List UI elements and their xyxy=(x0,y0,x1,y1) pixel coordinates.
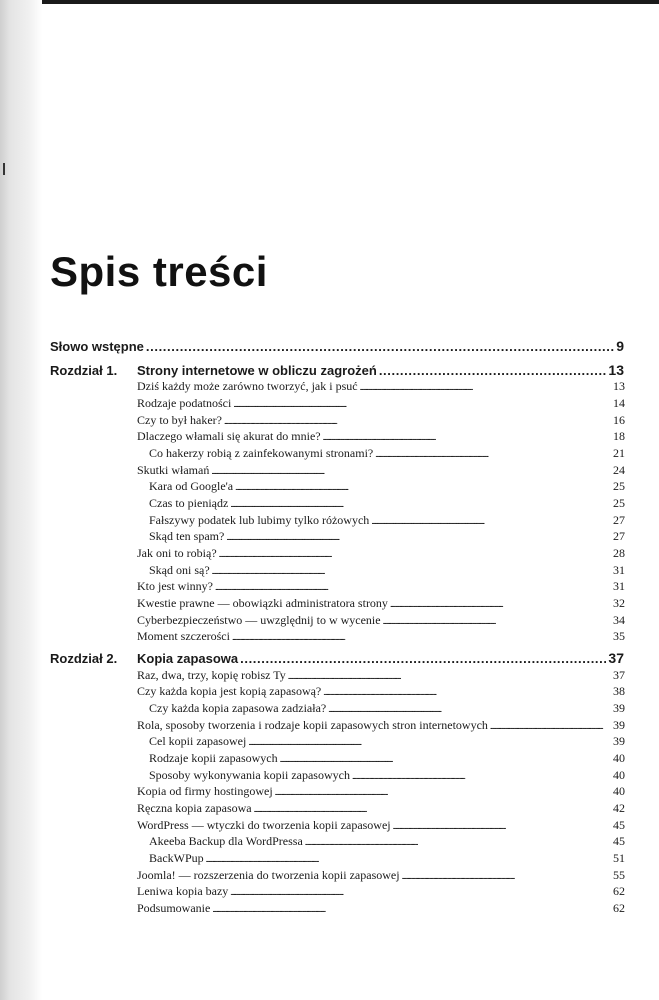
dot-leader xyxy=(352,771,611,781)
dot-leader xyxy=(248,737,611,747)
toc-entry-title: Skutki włamań xyxy=(137,463,210,477)
toc-entry xyxy=(137,868,625,883)
toc-entry-page: 39 xyxy=(613,734,625,748)
toc-entry-page: 40 xyxy=(613,751,625,765)
toc-entry-page: 31 xyxy=(613,579,625,593)
toc-subentry xyxy=(149,701,625,716)
toc-subentry xyxy=(149,734,625,749)
toc-entry-title: Moment szczerości xyxy=(137,629,230,643)
dot-leader xyxy=(232,632,611,642)
toc-entry-title: Cyberbezpieczeństwo — uwzględnij to w wycenie xyxy=(137,613,381,627)
dot-leader xyxy=(206,854,611,864)
toc-entry xyxy=(137,396,625,411)
toc-entry-title: Cel kopii zapasowej xyxy=(149,734,247,748)
toc-entry-title: Dlaczego włamali się akurat do mnie? xyxy=(137,429,321,443)
toc-entry-page: 14 xyxy=(613,396,625,410)
dot-leader xyxy=(219,549,611,559)
toc-entry-page: 21 xyxy=(613,446,625,460)
toc-chapter-1 xyxy=(50,362,624,378)
dot-leader xyxy=(233,399,611,409)
toc-entry xyxy=(137,801,625,816)
dot-leader xyxy=(371,516,611,526)
dot-leader xyxy=(230,499,611,509)
dot-leader xyxy=(230,887,611,897)
toc-entry-page: 51 xyxy=(613,851,625,865)
toc-subentry xyxy=(149,851,625,866)
toc-subentry xyxy=(149,751,625,766)
toc-foreword-title: Słowo wstępne xyxy=(50,339,144,354)
toc-entry-page: 38 xyxy=(613,684,625,698)
dot-leader xyxy=(275,787,611,797)
toc-entry-page: 24 xyxy=(613,463,625,477)
dot-leader xyxy=(280,754,611,764)
dot-leader xyxy=(224,416,611,426)
dot-leader xyxy=(375,449,611,459)
dot-leader xyxy=(305,837,611,847)
chapter-1-page: 13 xyxy=(608,362,624,378)
dot-leader xyxy=(146,339,614,354)
toc-entry-title: Dziś każdy może zarówno tworzyć, jak i psuć xyxy=(137,379,358,393)
dot-leader xyxy=(379,363,607,378)
toc-entry xyxy=(137,718,625,733)
toc-entry-page: 25 xyxy=(613,479,625,493)
dot-leader xyxy=(323,687,611,697)
dot-leader xyxy=(212,904,611,914)
toc-entry-page: 45 xyxy=(613,818,625,832)
toc-entry-title: Kopia od firmy hostingowej xyxy=(137,784,273,798)
dot-leader xyxy=(360,382,611,392)
toc-entry-page: 27 xyxy=(613,529,625,543)
toc-entry xyxy=(137,379,625,394)
toc-entry-title: Jak oni to robią? xyxy=(137,546,217,560)
dot-leader xyxy=(215,582,611,592)
toc-entry-title: Rodzaje kopii zapasowych xyxy=(149,751,278,765)
toc-entry xyxy=(137,546,625,561)
toc-entry xyxy=(137,613,625,628)
toc-entry xyxy=(137,429,625,444)
dot-leader xyxy=(328,704,611,714)
toc-entry-page: 18 xyxy=(613,429,625,443)
toc-entry xyxy=(137,463,625,478)
chapter-2-page: 37 xyxy=(608,650,624,666)
toc-subentry xyxy=(149,446,625,461)
scan-top-edge xyxy=(0,0,659,4)
toc-entry-title: Kwestie prawne — obowiązki administratora strony xyxy=(137,596,388,610)
toc-entry-title: Rola, sposoby tworzenia i rodzaje kopii zapasowych stron internetowych xyxy=(137,718,488,732)
toc-entry-page: 45 xyxy=(613,834,625,848)
toc-entry-title: Skąd ten spam? xyxy=(149,529,225,543)
toc-entry-page: 40 xyxy=(613,784,625,798)
dot-leader xyxy=(288,671,611,681)
dot-leader xyxy=(226,532,611,542)
toc-entry-page: 39 xyxy=(613,718,625,732)
toc-entry-title: Rodzaje podatności xyxy=(137,396,232,410)
toc-subentry xyxy=(149,768,625,783)
toc-entry-page: 62 xyxy=(613,901,625,915)
toc-entry-page: 16 xyxy=(613,413,625,427)
toc-entry xyxy=(137,901,625,916)
chapter-2-title: Kopia zapasowa xyxy=(137,651,239,666)
toc-entry xyxy=(137,818,625,833)
toc-entry-title: WordPress — wtyczki do tworzenia kopii zapasowej xyxy=(137,818,391,832)
toc-entry-page: 34 xyxy=(613,613,625,627)
toc-entry-page: 27 xyxy=(613,513,625,527)
toc-entry-title: Akeeba Backup dla WordPressa xyxy=(149,834,303,848)
toc-entry xyxy=(137,684,625,699)
toc-subentry xyxy=(149,834,625,849)
dot-leader xyxy=(383,616,611,626)
dot-leader xyxy=(212,566,611,576)
toc-entry-title: Raz, dwa, trzy, kopię robisz Ty xyxy=(137,668,286,682)
toc-entry-page: 25 xyxy=(613,496,625,510)
toc-subentry xyxy=(149,479,625,494)
page-title: Spis treści xyxy=(50,248,268,295)
toc-entry-title: Czy każda kopia zapasowa zadziała? xyxy=(149,701,327,715)
toc-entry-page: 13 xyxy=(613,379,625,393)
dot-leader xyxy=(490,721,611,731)
scan-mark xyxy=(3,163,5,175)
chapter-1-label: Rozdział 1. xyxy=(50,363,118,378)
toc-entry-page: 40 xyxy=(613,768,625,782)
toc-entry xyxy=(137,596,625,611)
dot-leader xyxy=(402,871,611,881)
toc-entry xyxy=(137,579,625,594)
toc-entry-title: Podsumowanie xyxy=(137,901,211,915)
toc-subentry xyxy=(149,496,625,511)
toc-entry-title: Czas to pieniądz xyxy=(149,496,229,510)
toc-entry-title: Ręczna kopia zapasowa xyxy=(137,801,252,815)
toc-entry xyxy=(137,629,625,644)
toc-chapter-2 xyxy=(50,650,624,666)
toc-entry-title: Czy każda kopia jest kopią zapasową? xyxy=(137,684,322,698)
toc-entry xyxy=(137,884,625,899)
dot-leader xyxy=(235,482,611,492)
dot-leader xyxy=(240,651,606,666)
toc-entry-page: 39 xyxy=(613,701,625,715)
dot-leader xyxy=(254,804,611,814)
toc-entry-title: Czy to był haker? xyxy=(137,413,222,427)
toc-entry-page: 62 xyxy=(613,884,625,898)
toc-subentry xyxy=(149,513,625,528)
toc-entry-page: 35 xyxy=(613,629,625,643)
toc-entry-title: Joomla! — rozszerzenia do tworzenia kopii zapasowej xyxy=(137,868,400,882)
dot-leader xyxy=(393,821,611,831)
toc-entry-title: BackWPup xyxy=(149,851,204,865)
toc-foreword-page: 9 xyxy=(616,338,624,354)
toc-entry-title: Kara od Google'a xyxy=(149,479,234,493)
toc-subentry xyxy=(149,563,625,578)
dot-leader xyxy=(211,466,611,476)
toc-entry xyxy=(137,413,625,428)
toc-entry-page: 42 xyxy=(613,801,625,815)
toc-entry-title: Skąd oni są? xyxy=(149,563,210,577)
toc-entry-title: Fałszywy podatek lub lubimy tylko różowych xyxy=(149,513,370,527)
toc-entry-title: Leniwa kopia bazy xyxy=(137,884,229,898)
toc-subentry xyxy=(149,529,625,544)
toc-entry-page: 31 xyxy=(613,563,625,577)
dot-leader xyxy=(390,599,611,609)
toc-entry-page: 28 xyxy=(613,546,625,560)
toc-entry-page: 37 xyxy=(613,668,625,682)
toc-entry xyxy=(137,784,625,799)
chapter-1-title: Strony internetowe w obliczu zagrożeń xyxy=(137,363,377,378)
toc-entry-page: 32 xyxy=(613,596,625,610)
toc-entry-title: Kto jest winny? xyxy=(137,579,213,593)
toc-entry-title: Sposoby wykonywania kopii zapasowych xyxy=(149,768,350,782)
book-spine-shadow xyxy=(0,0,42,1000)
chapter-2-label: Rozdział 2. xyxy=(50,651,118,666)
toc-entry xyxy=(137,668,625,683)
toc-foreword xyxy=(50,338,624,354)
toc-entry-page: 55 xyxy=(613,868,625,882)
toc-entry-title: Co hakerzy robią z zainfekowanymi stronami? xyxy=(149,446,374,460)
dot-leader xyxy=(323,432,611,442)
